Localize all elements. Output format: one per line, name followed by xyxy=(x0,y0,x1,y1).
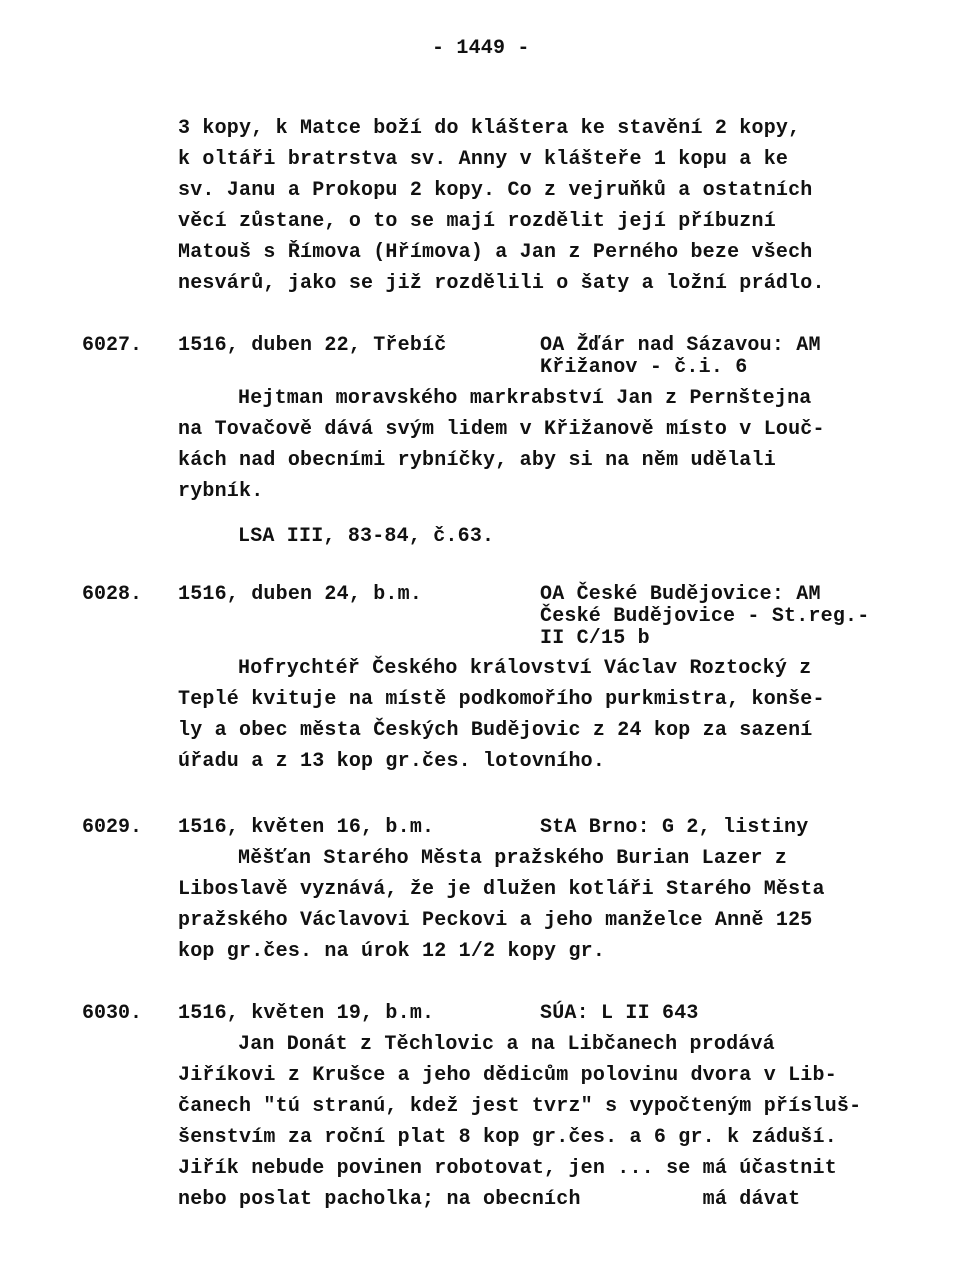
entry-date-place: 1516, duben 24, b.m. xyxy=(178,583,423,606)
entry-number: 6027. xyxy=(82,334,143,357)
text-line: kách nad obecními rybníčky, aby si na něm udělali xyxy=(178,449,776,472)
text-line: šenstvím za roční plat 8 kop gr.čes. a 6 gr. k záduší. xyxy=(178,1126,837,1149)
text-line: Teplé kvituje na místě podkomořího purkmistra, konše- xyxy=(178,688,825,711)
text-line: nebo poslat pacholka; na obecních má dávat xyxy=(178,1188,801,1211)
entry-archive: StA Brno: G 2, listiny xyxy=(540,816,809,839)
entry-date-place: 1516, duben 22, Třebíč xyxy=(178,334,447,357)
page-number: - 1449 - xyxy=(432,37,530,60)
text-line: Hofrychtéř Českého království Václav Roztocký z xyxy=(238,657,812,680)
text-line: rybník. xyxy=(178,480,264,503)
entry-archive: Křižanov - č.i. 6 xyxy=(540,356,748,379)
text-line: pražského Václavovi Peckovi a jeho manželce Anně 125 xyxy=(178,909,813,932)
entry-number: 6030. xyxy=(82,1002,143,1025)
text-line: Matouš s Římova (Hřímova) a Jan z Perného beze všech xyxy=(178,241,813,264)
entry-archive: České Budějovice - St.reg.- xyxy=(540,605,870,628)
text-line: Jiřík nebude povinen robotovat, jen ... se má účastnit xyxy=(178,1157,837,1180)
text-line: na Tovačově dává svým lidem v Křižanově místo v Louč- xyxy=(178,418,825,441)
entry-number: 6028. xyxy=(82,583,143,606)
text-line: Měšťan Starého Města pražského Burian Lazer z xyxy=(238,847,788,870)
text-line: nesvárů, jako se již rozdělili o šaty a ložní prádlo. xyxy=(178,272,825,295)
text-line: Liboslavě vyznává, že je dlužen kotláři Starého Města xyxy=(178,878,825,901)
text-line: k oltáři bratrstva sv. Anny v klášteře 1 kopu a ke xyxy=(178,148,789,171)
text-line: věcí zůstane, o to se mají rozdělit její příbuzní xyxy=(178,210,776,233)
text-line: 3 kopy, k Matce boží do kláštera ke stavění 2 kopy, xyxy=(178,117,801,140)
entry-number: 6029. xyxy=(82,816,143,839)
text-line: Jiříkovi z Krušce a jeho dědicům polovinu dvora v Lib- xyxy=(178,1064,837,1087)
text-line: kop gr.čes. na úrok 12 1/2 kopy gr. xyxy=(178,940,606,963)
text-line: čanech "tú stranú, kdež jest tvrz" s vypočteným přísluš- xyxy=(178,1095,862,1118)
entry-archive: SÚA: L II 643 xyxy=(540,1002,699,1025)
entry-date-place: 1516, květen 16, b.m. xyxy=(178,816,435,839)
entry-archive: II C/15 b xyxy=(540,627,650,650)
text-line: úřadu a z 13 kop gr.čes. lotovního. xyxy=(178,750,606,773)
entry-reference: LSA III, 83-84, č.63. xyxy=(238,525,495,548)
entry-archive: OA České Budějovice: AM xyxy=(540,583,821,606)
entry-date-place: 1516, květen 19, b.m. xyxy=(178,1002,435,1025)
text-line: Hejtman moravského markrabství Jan z Pernštejna xyxy=(238,387,812,410)
text-line: ly a obec města Českých Budějovic z 24 kop za sazení xyxy=(178,719,813,742)
text-line: sv. Janu a Prokopu 2 kopy. Co z vejruňků a ostatních xyxy=(178,179,813,202)
entry-archive: OA Žďár nad Sázavou: AM xyxy=(540,334,821,357)
text-line: Jan Donát z Těchlovic a na Libčanech prodává xyxy=(238,1033,775,1056)
